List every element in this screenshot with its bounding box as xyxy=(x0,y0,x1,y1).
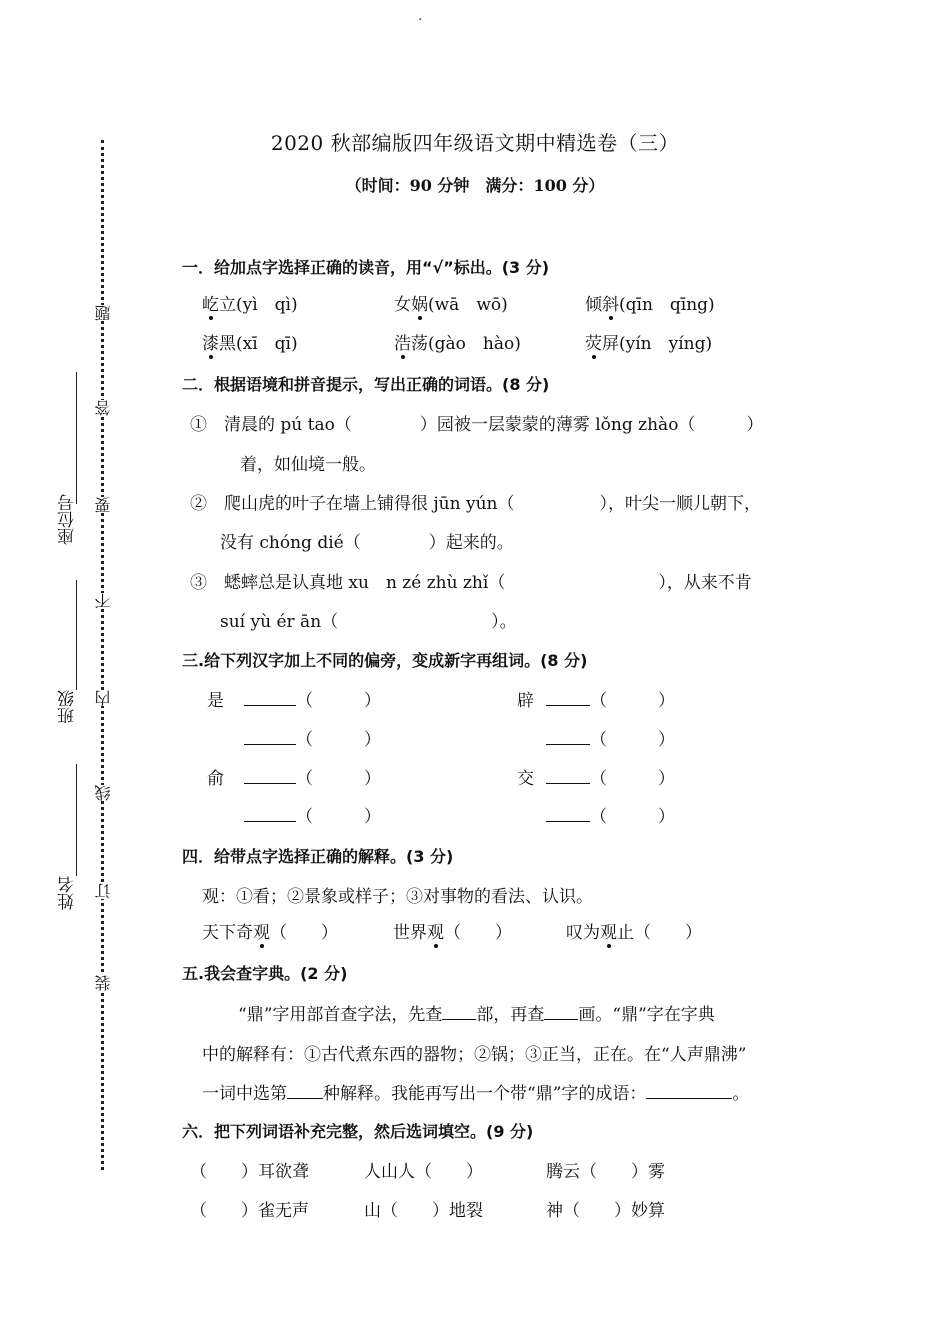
q6-item: （ ）雀无声 xyxy=(190,1201,309,1221)
class-label: 班级 xyxy=(58,690,78,724)
q6-heading: 六．把下列词语补充完整，然后选词填空。(9 分) xyxy=(182,1122,534,1141)
top-mark: . xyxy=(418,8,423,24)
q2-heading: 二．根据语境和拼音提示，写出正确的词语。(8 分) xyxy=(182,375,550,394)
exam-title: 2020 秋部编版四年级语文期中精选卷（三） xyxy=(270,131,680,155)
q3-char: 交 xyxy=(517,769,534,789)
q3-blank[interactable]: （ ） xyxy=(244,764,381,789)
class-line[interactable] xyxy=(76,580,77,690)
dotted-binding-line xyxy=(101,140,104,1170)
q2-line: ③ 蟋蟀总是认真地 xu n zé zhù zhǐ（ ），从来不肯 xyxy=(190,573,752,593)
margin-char: 线 xyxy=(94,785,113,801)
q4-item: 世界观（ ） xyxy=(393,918,512,943)
q6-item: 腾云（ ）雾 xyxy=(546,1162,665,1182)
q4-heading: 四．给带点字选择正确的解释。(3 分) xyxy=(182,847,454,866)
q3-blank[interactable]: （ ） xyxy=(244,686,381,711)
q6-item: 人山人（ ） xyxy=(364,1162,483,1182)
q4-definition: 观：①看；②景象或样子；③对事物的看法、认识。 xyxy=(202,887,593,907)
margin-char: 内 xyxy=(94,690,113,706)
q5-line-2: 中的解释有：①古代煮东西的器物；②锅；③正当，正在。在“人声鼎沸” xyxy=(202,1045,747,1065)
q2-line: 着，如仙境一般。 xyxy=(240,455,376,475)
q3-blank[interactable]: （ ） xyxy=(546,802,675,827)
q3-blank[interactable]: （ ） xyxy=(244,802,381,827)
q3-heading: 三.给下列汉字加上不同的偏旁，变成新字再组词。(8 分) xyxy=(182,651,588,670)
q3-blank[interactable]: （ ） xyxy=(546,686,675,711)
student-info-fields xyxy=(58,372,76,932)
q6-item: 神（ ）妙算 xyxy=(546,1201,665,1221)
q3-blank[interactable]: （ ） xyxy=(546,764,675,789)
q1-item: 屹立(yì qì) xyxy=(202,290,298,315)
q5-blank[interactable] xyxy=(544,1001,578,1020)
q5-blank[interactable] xyxy=(287,1080,323,1099)
name-line[interactable] xyxy=(76,764,77,876)
margin-char: 订 xyxy=(94,883,113,899)
q2-line: suí yù ér ān（ ）。 xyxy=(220,612,517,632)
margin-char: 答 xyxy=(94,400,113,416)
q1-item: 漆黑(xī qī) xyxy=(202,329,298,354)
margin-char: 装 xyxy=(94,975,113,991)
q2-line: ① 清晨的 pú tao（ ）园被一层蒙蒙的薄雾 lǒng zhào（ ） xyxy=(190,415,764,435)
margin-char: 要 xyxy=(94,497,113,513)
seat-number-line[interactable] xyxy=(76,372,77,504)
q2-line: 没有 chóng dié（ ）起来的。 xyxy=(220,533,514,553)
q6-item: 山（ ）地裂 xyxy=(364,1201,483,1221)
q3-char: 辟 xyxy=(517,691,534,711)
q6-item: （ ）耳欲聋 xyxy=(190,1162,309,1182)
q5-heading: 五.我会查字典。(2 分) xyxy=(182,964,348,983)
q4-item: 叹为观止（ ） xyxy=(566,918,702,943)
q1-item: 荧屏(yín yíng) xyxy=(585,329,712,354)
q4-item: 天下奇观（ ） xyxy=(202,918,338,943)
q5-blank[interactable] xyxy=(646,1080,732,1099)
q3-char: 俞 xyxy=(207,769,224,789)
q3-char: 是 xyxy=(207,691,224,711)
q5-line-3: 一词中选第 种解释。我能再写出一个带“鼎”字的成语： 。 xyxy=(202,1079,749,1104)
name-label: 姓名 xyxy=(58,876,78,910)
margin-char: 题 xyxy=(94,305,113,321)
q5-line-1: “鼎”字用部首查字法，先查 部，再查 画。“鼎”字在字典 xyxy=(238,1000,715,1025)
q3-blank[interactable]: （ ） xyxy=(244,725,381,750)
q5-blank[interactable] xyxy=(442,1001,476,1020)
q2-line: ② 爬山虎的叶子在墙上铺得很 jūn yún（ ），叶尖一顺儿朝下， xyxy=(190,494,761,514)
q1-item: 女娲(wā wō) xyxy=(394,290,508,315)
q1-heading: 一．给加点字选择正确的读音，用“√”标出。(3 分) xyxy=(182,258,550,277)
q3-blank[interactable]: （ ） xyxy=(546,725,675,750)
q1-item: 浩荡(gào hào) xyxy=(394,329,521,354)
q1-item: 倾斜(qīn qīng) xyxy=(585,290,715,315)
margin-char: 不 xyxy=(94,593,113,609)
exam-subtitle: （时间：90 分钟 满分：100 分） xyxy=(345,176,605,195)
seat-number-label: 座位号 xyxy=(58,494,78,545)
